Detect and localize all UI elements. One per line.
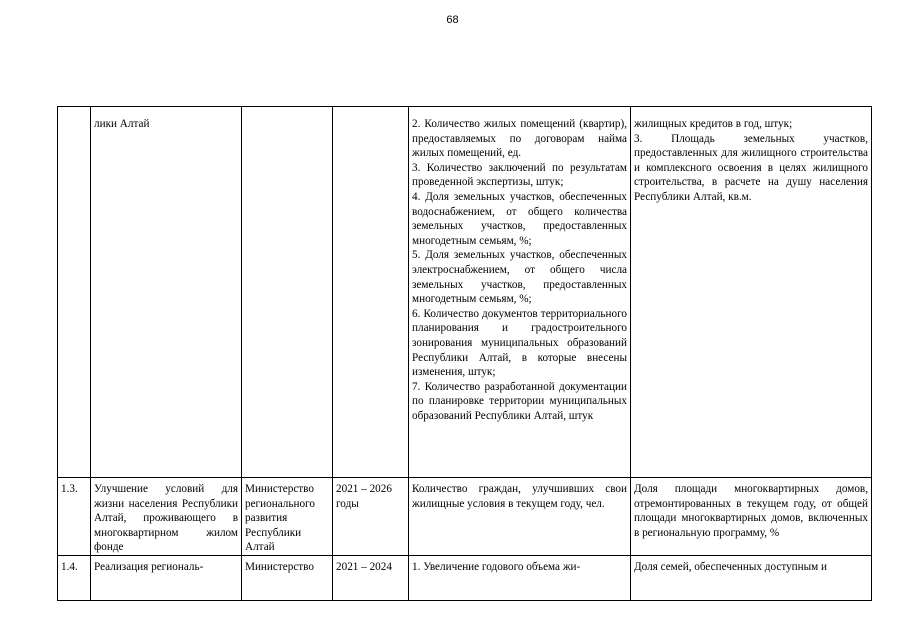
row-number — [58, 107, 91, 478]
row-number: 1.3. — [58, 478, 91, 556]
indicator-item: 5. Доля земельных участков, обеспеченных электроснабжением, от общего числа земельных участков, предоставленных многодетным семьям, %; — [412, 249, 627, 306]
period: 2021 – 2024 — [333, 555, 409, 600]
indicator-item: 7. Количество разработанной документации по планировке территории муниципальных образований Республики Алтай, штук — [412, 380, 627, 422]
program-indicators — [631, 107, 872, 478]
table-row — [58, 478, 872, 556]
row-number: 1.4. — [58, 555, 91, 600]
table-row — [58, 107, 872, 478]
program-indicator-item: Доля площади многоквартирных домов, отремонтированных в текущем году, от общей площади многоквартирных домов, включенных в региональную программу, % — [634, 483, 868, 539]
measure-name: лики Алтай — [91, 107, 242, 478]
program-indicator-item: жилищных кредитов в год, штук; — [634, 118, 793, 130]
indicator-item: Количество граждан, улучшивших свои жилищные условия в текущем году, чел. — [412, 483, 627, 510]
executor: Министерство — [242, 555, 333, 600]
table-row — [58, 555, 872, 600]
executor — [242, 107, 333, 478]
indicator-item: 3. Количество заключений по результатам проведенной экспертизы, штук; — [412, 161, 627, 189]
program-indicator-item: Доля семей, обеспеченных доступным и — [634, 560, 828, 573]
indicator-item: 6. Количество документов территориального планирования и градостроительного зонирования муниципальных образований Республики Алтай, в которые внесены изменения, штук; — [412, 307, 627, 379]
measure-indicators — [409, 478, 631, 556]
program-indicators — [631, 555, 872, 600]
page-number: 68 — [446, 14, 459, 26]
indicator-item: 1. Увеличение годового объема жи- — [412, 560, 581, 573]
program-indicator-item: 3. Площадь земельных участков, предоставленных для жилищного строительства и комплексного освоения в целях жилищного строительства, в расчете на душу населения Республики Алтай, кв.м. — [634, 132, 868, 203]
indicator-item: 2. Количество жилых помещений (квартир), предоставляемых по договорам найма жилых помещений, ед. — [412, 118, 627, 160]
measure-indicators — [409, 107, 631, 478]
measures-table — [57, 106, 872, 601]
indicator-item: 4. Доля земельных участков, обеспеченных водоснабжением, от общего количества земельных участков, предоставленных многодетным семьям, %; — [412, 190, 627, 247]
executor: Министерство регионального развития Республики Алтай — [242, 478, 333, 556]
period: 2021 – 2026 годы — [333, 478, 409, 556]
measure-indicators — [409, 555, 631, 600]
period — [333, 107, 409, 478]
measure-name: Улучшение условий для жизни населения Республики Алтай, проживающего в многоквартирном жилом фонде — [91, 478, 242, 556]
program-indicators — [631, 478, 872, 556]
measure-name: Реализация региональ- — [91, 555, 242, 600]
